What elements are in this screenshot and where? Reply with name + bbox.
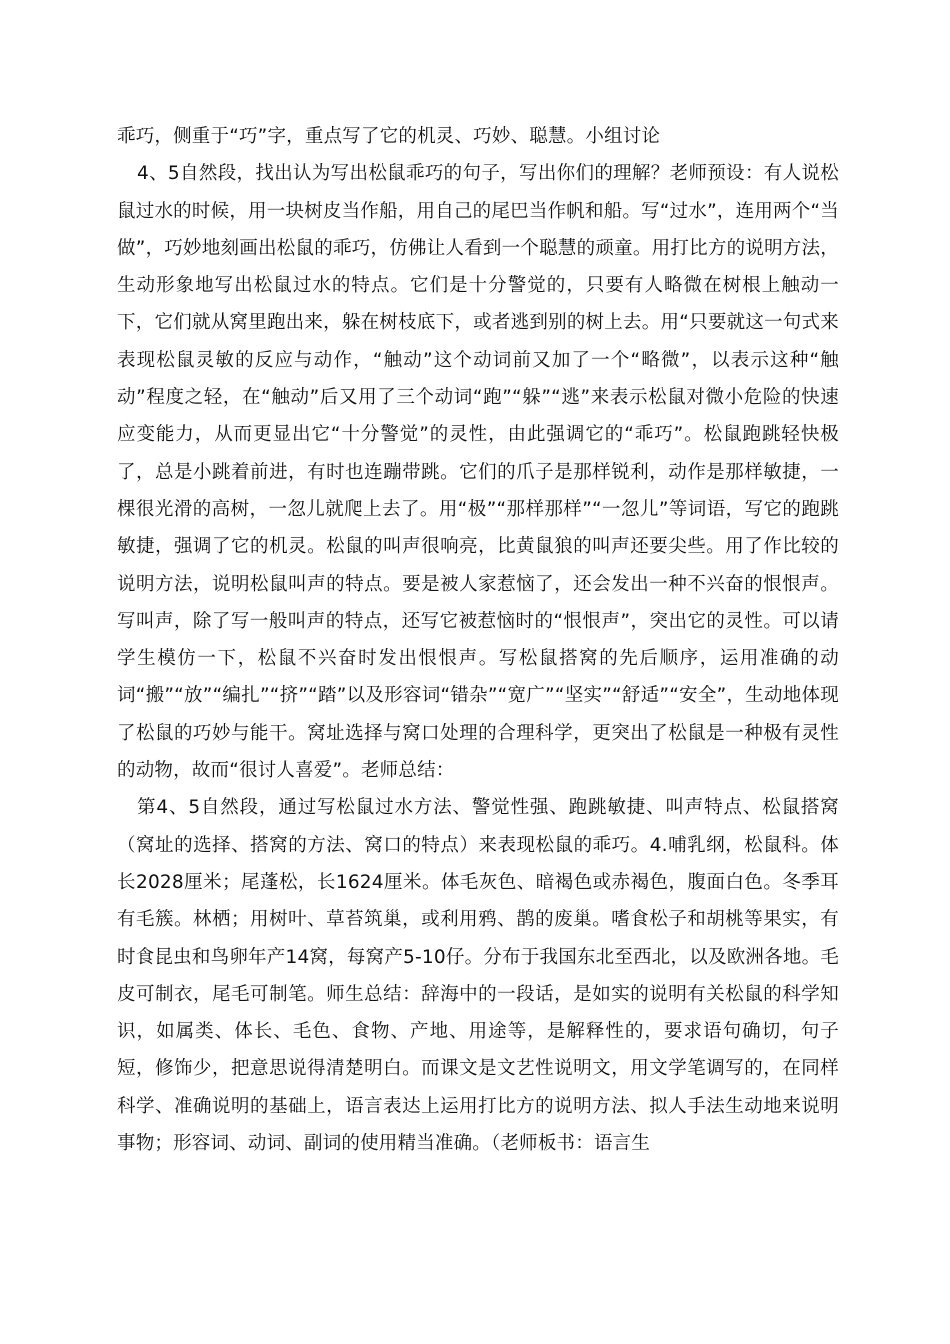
paragraph-3: 第4、5自然段，通过写松鼠过水方法、警觉性强、跑跳敏捷、叫声特点、松鼠搭窝（窝址的选择、搭窝的方法、窝口的特点）来表现松鼠的乖巧。4.哺乳纲，松鼠科。体长2028厘米；尾蓬松，长1624厘米。体毛灰色、暗褐色或赤褐色，腹面白色。冬季耳有毛簇。林栖；用树叶、草苔筑巢，或利用鸦、鹊的废巢。嗜食松子和胡桃等果实，有时食昆虫和鸟卵年产14窝，每窝产5-10仔。分布于我国东北至西北，以及欧洲各地。毛皮可制衣，尾毛可制笔。师生总结：辞海中的一段话，是如实的说明有关松鼠的科学知识，如属类、体长、毛色、食物、产地、用途等，是解释性的，要求语句确切，句子短，修饰少，把意思说得清楚明白。而课文是文艺性说明文，用文学笔调写的，在同样科学、准确说明的基础上，语言表达上运用打比方的说明方法、拟人手法生动地来说明事物；形容词、动词、副词的使用精当准确。（老师板书：语言生 [117,797,839,1155]
paragraph-2: 4、5自然段，找出认为写出松鼠乖巧的句子，写出你们的理解？老师预设：有人说松鼠过水的时候，用一块树皮当作船，用自己的尾巴当作帆和船。写“过水”，连用两个“当做”，巧妙地刻画出松鼠的乖巧，仿佛让人看到一个聪慧的顽童。用打比方的说明方法，生动形象地写出松鼠过水的特点。它们是十分警觉的，只要有人略微在树根上触动一下，它们就从窝里跑出来，躲在树枝底下，或者逃到别的树上去。用“只要就这一句式来表现松鼠灵敏的反应与动作，“触动”这个动词前又加了一个“略微”，以表示这种“触动”程度之轻，在“触动”后又用了三个动词“跑”“躲”“逃”来表示松鼠对微小危险的快速应变能力，从而更显出它“十分警觉”的灵性，由此强调它的“乖巧”。松鼠跑跳轻快极了，总是小跳着前进，有时也连蹦带跳。它们的爪子是那样锐利，动作是那样敏捷，一棵很光滑的高树，一忽儿就爬上去了。用“极”“那样那样”“一忽儿”等词语，写它的跑跳敏捷，强调了它的机灵。松鼠的叫声很响亮，比黄鼠狼的叫声还要尖些。用了作比较的说明方法，说明松鼠叫声的特点。要是被人家惹恼了，还会发出一种不兴奋的恨恨声。写叫声，除了写一般叫声的特点，还写它被惹恼时的“恨恨声”，突出它的灵性。可以请学生模仿一下，松鼠不兴奋时发出恨恨声。写松鼠搭窝的先后顺序，运用准确的动词“搬”“放”“编扎”“挤”“踏”以及形容词“错杂”“宽广”“坚实”“舒适”“安全”，生动地体现了松鼠的巧妙与能干。窝址选择与窝口处理的合理科学，更突出了松鼠是一种极有灵性的动物，故而“很讨人喜爱”。老师总结： [117,163,839,782]
document-body [117,118,839,1162]
paragraph-1: 乖巧，侧重于“巧”字，重点写了它的机灵、巧妙、聪慧。小组讨论 [117,126,661,147]
